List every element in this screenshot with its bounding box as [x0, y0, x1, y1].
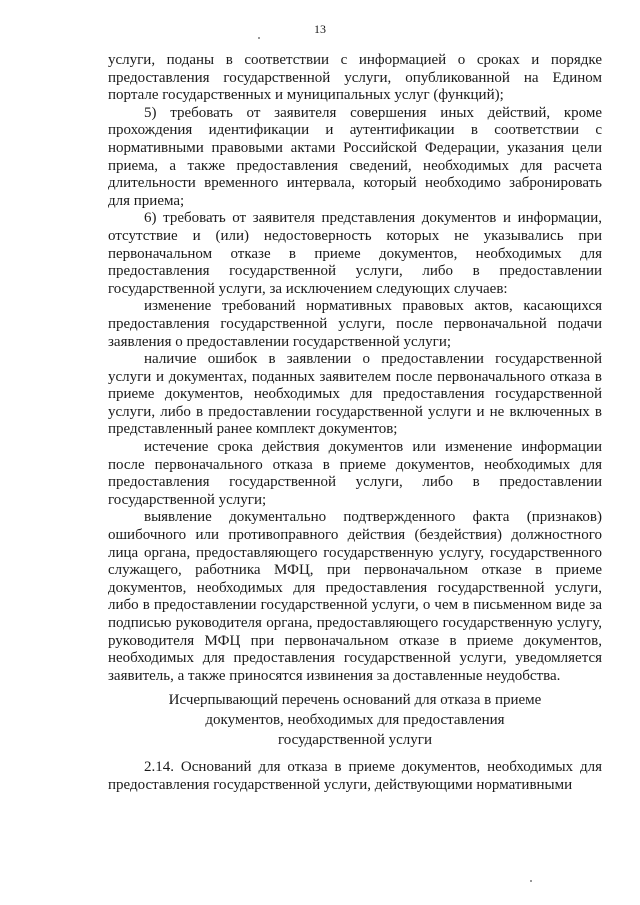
- paragraph-exception-2: наличие ошибок в заявлении о предоставлении государственной услуги и документах, поданных заявителем после первоначального отказа в приеме документов, необходимых для предоставления государственной услуги, либо в предоставлении государственной услуги и не включенных в представленный ранее комплект документов;: [108, 351, 602, 438]
- heading-line: Исчерпывающий перечень оснований для отказа в приеме: [168, 692, 542, 708]
- final-section: [108, 759, 602, 794]
- paragraph-exception-3: истечение срока действия документов или изменение информации после первоначального отказа в приеме документов, необходимых для предоставления государственной услуги, либо в предоставлении государственной услуги;: [108, 439, 602, 508]
- paragraph-item-6: 6) требовать от заявителя представления документов и информации, отсутствие и (или) недостоверность которых не указывались при первоначальном отказе в приеме документов, необходимых для предоставления государственной услуги, либо в предоставлении государственной услуги, за исключением следующих случаев:: [108, 210, 602, 297]
- page-number: 13: [314, 22, 326, 36]
- scan-speck: [530, 880, 532, 882]
- paragraph-2-14: 2.14. Оснований для отказа в приеме документов, необходимых для предоставления государственной услуги, действующими нормативными: [108, 759, 602, 793]
- heading-line: государственной услуги: [278, 732, 432, 748]
- section-heading: [108, 690, 602, 750]
- scan-speck: [258, 37, 260, 39]
- paragraph-continuation: услуги, поданы в соответствии с информацией о сроках и порядке предоставления государственной услуги, опубликованной на Едином портале государственных и муниципальных услуг (функций);: [108, 52, 602, 104]
- paragraph-exception-1: изменение требований нормативных правовых актов, касающихся предоставления государственной услуги, после первоначальной подачи заявления о предоставлении государственной услуги;: [108, 298, 602, 350]
- paragraph-exception-4: выявление документально подтвержденного факта (признаков) ошибочного или противоправного действия (бездействия) должностного лица органа, предоставляющего государственную услугу, государственного служащего, работника МФЦ, при первоначальном отказе в приеме документов, необходимых для предоставления государственной услуги, либо в предоставлении государственной услуги, о чем в письменном виде за подписью руководителя органа, предоставляющего государственную услугу, руководителя МФЦ при первоначальном отказе в приеме документов, необходимых для предоставления государственной услуги, уведомляется заявитель, а также приносятся извинения за доставленные неудобства.: [108, 509, 602, 684]
- heading-line: документов, необходимых для предоставления: [205, 712, 505, 728]
- document-body: [108, 52, 602, 685]
- paragraph-item-5: 5) требовать от заявителя совершения иных действий, кроме прохождения идентификации и аутентификации в соответствии с нормативными правовыми актами Российской Федерации, указания цели приема, а также предоставления сведений, необходимых для расчета длительности временного интервала, который необходимо забронировать для приема;: [108, 104, 602, 209]
